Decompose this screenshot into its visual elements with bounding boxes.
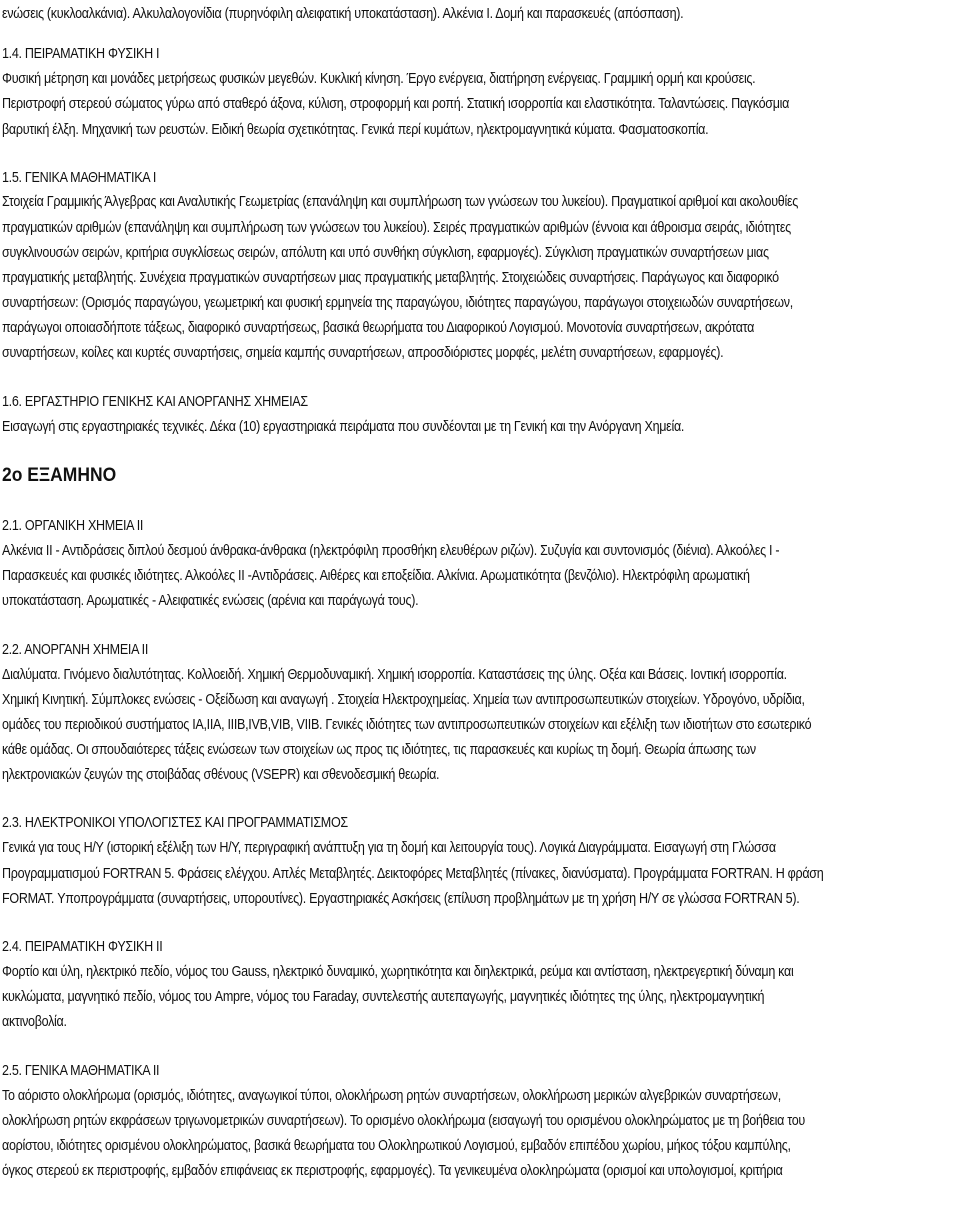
text-line: όγκος στερεού εκ περιστροφής, εμβαδόν επιφάνειας εκ περιστροφής, εφαρμογές). Τα γενικευμένα ολοκληρώματα (ορισμοί και υπολογισμοί, κριτήρια [2,1163,783,1179]
text-line: Φορτίο και ύλη, ηλεκτρικό πεδίο, νόμος του Gauss, ηλεκτρικό δυναμικό, χωρητικότητα και διηλεκτρικά, ρεύμα και αντίσταση, ηλεκτρεγερτική δύναμη και [2,964,794,980]
section-heading: 1.5. ΓΕΝΙΚΑ ΜΑΘΗΜΑΤΙΚΑ Ι [2,170,157,186]
text-line: Στοιχεία Γραμμικής Άλγεβρας και Αναλυτικής Γεωμετρίας (επανάληψη και συμπλήρωση των γνώσεων του λυκείου). Πραγματικοί αριθμοί και ακολουθίες [2,194,799,210]
text-line: Φυσική μέτρηση και μονάδες μετρήσεως φυσικών μεγεθών. Κυκλική κίνηση. Έργο ενέργεια, διατήρηση ενέργειας. Γραμμική ορμή και κρούσεις. [2,71,756,87]
section-heading: 2.1. ΟΡΓΑΝΙΚΗ ΧΗΜΕΙΑ ΙΙ [2,518,144,534]
text-line: ομάδες του περιοδικού συστήματος ΙΑ,ΙΙΑ, ΙΙΙΒ,ΙVΒ,VΙΒ, VΙΙΒ. Γενικές ιδιότητες των αντιπροσωπευτικών στοιχείων και εξέλιξη των ιδιοτήτων στο εσωτερικό [2,717,812,733]
text-line: αορίστου, ιδιότητες ορισμένου ολοκληρώματος, βασικά θεωρήματα του Ολοκληρωτικού Λογισμού, εμβαδόν επιπέδου χωρίου, μήκος τόξου καμπύλης, [2,1138,791,1154]
text-line: Γενικά για τους Η/Υ (ιστορική εξέλιξη των Η/Υ, περιγραφική ανάπτυξη για τη δομή και λειτουργία τους). Λογικά Διαγράμματα. Εισαγωγή στη Γλώσσα [2,840,776,856]
section-heading: 2.4. ΠΕΙΡΑΜΑΤΙΚΗ ΦΥΣΙΚΗ ΙΙ [2,939,163,955]
text-line: πραγματικών αριθμών (επανάληψη και συμπλήρωση των γνώσεων του λυκείου). Σειρές πραγματικών αριθμών (έννοια και άθροισμα σειράς, ιδιότητες [2,220,791,236]
text-line: Παρασκευές και φυσικές ιδιότητες. Αλκοόλες ΙΙ -Αντιδράσεις. Αιθέρες και εποξείδια. Αλκίνια. Αρωματικότητα (βενζόλιο). Ηλεκτρόφιλη αρωματική [2,568,750,584]
text-line: Περιστροφή στερεού σώματος γύρω από σταθερό άξονα, κύλιση, στροφορμή και ροπή. Στατική ισορροπία και ελαστικότητα. Ταλαντώσεις. Παγκόσμια [2,96,790,112]
text-line: παράγωγοι οποιασδήποτε τάξεως, διαφορικό συναρτήσεως, βασικά θεωρήματα του Διαφορικού Λογισμού. Μονοτονία συναρτήσεων, ακρότατα [2,320,755,336]
text-line: ενώσεις (κυκλοαλκάνια). Αλκυλαλογονίδια (πυρηνόφιλη αλειφατική υποκατάσταση). Αλκένια Ι. Δομή και παρασκευές (απόσπαση). [2,6,684,22]
text-line: Χημική Κινητική. Σύμπλοκες ενώσεις - Οξείδωση και αναγωγή . Στοιχεία Ηλεκτροχημείας. Χημεία των αντιπροσωπευτικών στοιχείων. Υδρογόνο, υδρίδια, [2,692,805,708]
text-line: ακτινοβολία. [2,1014,67,1030]
text-line: συναρτήσεων: (Ορισμός παραγώγου, γεωμετρική και φυσική ερμηνεία της παραγώγου, ιδιότητες παραγώγου, παράγωγοι στοιχειωδών συναρτήσεων, [2,295,793,311]
text-line: Προγραμματισμού FORTRAN 5. Φράσεις ελέγχου. Απλές Μεταβλητές. Δεικτοφόρες Μεταβλητές (πίνακες, διανύσματα). Προγράμματα FORTRAN. Η φράση [2,866,824,882]
text-line: υποκατάσταση. Αρωματικές - Αλειφατικές ενώσεις (αρένια και παράγωγά τους). [2,593,419,609]
section-heading: 2.3. ΗΛΕΚΤΡΟΝΙΚΟΙ ΥΠΟΛΟΓΙΣΤΕΣ ΚΑΙ ΠΡΟΓΡΑΜΜΑΤΙΣΜΟΣ [2,815,348,831]
text-line: Διαλύματα. Γινόμενο διαλυτότητας. Κολλοειδή. Χημική Θερμοδυναμική. Χημική ισορροπία. Καταστάσεις της ύλης. Οξέα και Βάσεις. Ιοντική ισορροπία. [2,667,787,683]
text-line: συγκλινουσών σειρών, κριτήρια συγκλίσεως σειρών, απόλυτη και υπό συνθήκη σύγκλιση, εφαρμογές). Σύγκλιση πραγματικών συναρτήσεων μιας [2,245,769,261]
text-line: ολοκλήρωση ρητών εκφράσεων τριγωνομετρικών συναρτήσεων). Το ορισμένο ολοκλήρωμα (εισαγωγή του ορισμένου ολοκληρώματος με τη βοήθεια του [2,1113,805,1129]
text-line: βαρυτική έλξη. Μηχανική των ρευστών. Ειδική θεωρία σχετικότητας. Γενικά περί κυμάτων, ηλεκτρομαγνητικά κύματα. Φασματοσκοπία. [2,122,709,138]
section-heading: 2.5. ΓΕΝΙΚΑ ΜΑΘΗΜΑΤΙΚΑ ΙΙ [2,1063,160,1079]
text-line: Εισαγωγή στις εργαστηριακές τεχνικές. Δέκα (10) εργαστηριακά πειράματα που συνδέονται με τη Γενική και την Ανόργανη Χημεία. [2,419,685,435]
text-line: ηλεκτρονιακών ζευγών της στοιβάδας σθένους (VSEPR) και σθενοδεσμική θεωρία. [2,767,440,783]
text-line: FORMAT. Υποπρογράμματα (συναρτήσεις, υπορουτίνες). Εργαστηριακές Ασκήσεις (επίλυση προβλημάτων με τη χρήση Η/Υ σε γλώσσα FORTRAN 5). [2,891,800,907]
section-heading: 1.4. ΠΕΙΡΑΜΑΤΙΚΗ ΦΥΣΙΚΗ Ι [2,46,160,62]
text-line: κάθε ομάδας. Οι σπουδαιότερες τάξεις ενώσεων των στοιχείων ως προς τις ιδιότητες, τις παρασκευές και κυρίως τη δομή. Θεωρία άπωσης των [2,742,756,758]
text-line: συναρτήσεων, κοίλες και κυρτές συναρτήσεις, σημεία καμπής συναρτήσεων, απροσδιόριστες μορφές, μελέτη συναρτήσεων, εφαρμογές). [2,345,724,361]
text-line: κυκλώματα, μαγνητικό πεδίο, νόμος του Ampre, νόμος του Faraday, συντελεστής αυτεπαγωγής, μαγνητικές ιδιότητες της ύλης, ηλεκτρομαγνητική [2,989,765,1005]
text-line: Αλκένια ΙΙ - Αντιδράσεις διπλού δεσμού άνθρακα-άνθρακα (ηλεκτρόφιλη προσθήκη ελευθέρων ριζών). Συζυγία και συντονισμός (διένια). Αλκοόλες Ι - [2,543,780,559]
semester-heading: 2ο ΕΞΑΜΗΝΟ [2,465,117,486]
text-line: Το αόριστο ολοκλήρωμα (ορισμός, ιδιότητες, αναγωγικοί τύποι, ολοκλήρωση ρητών συναρτήσεων, ολοκλήρωση μερικών αλγεβρικών συναρτήσεων, [2,1088,781,1104]
text-line: πραγματικής μεταβλητής. Συνέχεια πραγματικών συναρτήσεων μιας πραγματικής μεταβλητής. Στοιχειώδεις συναρτήσεις. Παράγωγος και διαφορικό [2,270,779,286]
section-heading: 1.6. ΕΡΓΑΣΤΗΡΙΟ ΓΕΝΙΚΗΣ ΚΑΙ ΑΝΟΡΓΑΝΗΣ ΧΗΜΕΙΑΣ [2,394,308,410]
section-heading: 2.2. ΑΝΟΡΓΑΝΗ ΧΗΜΕΙΑ ΙΙ [2,642,149,658]
